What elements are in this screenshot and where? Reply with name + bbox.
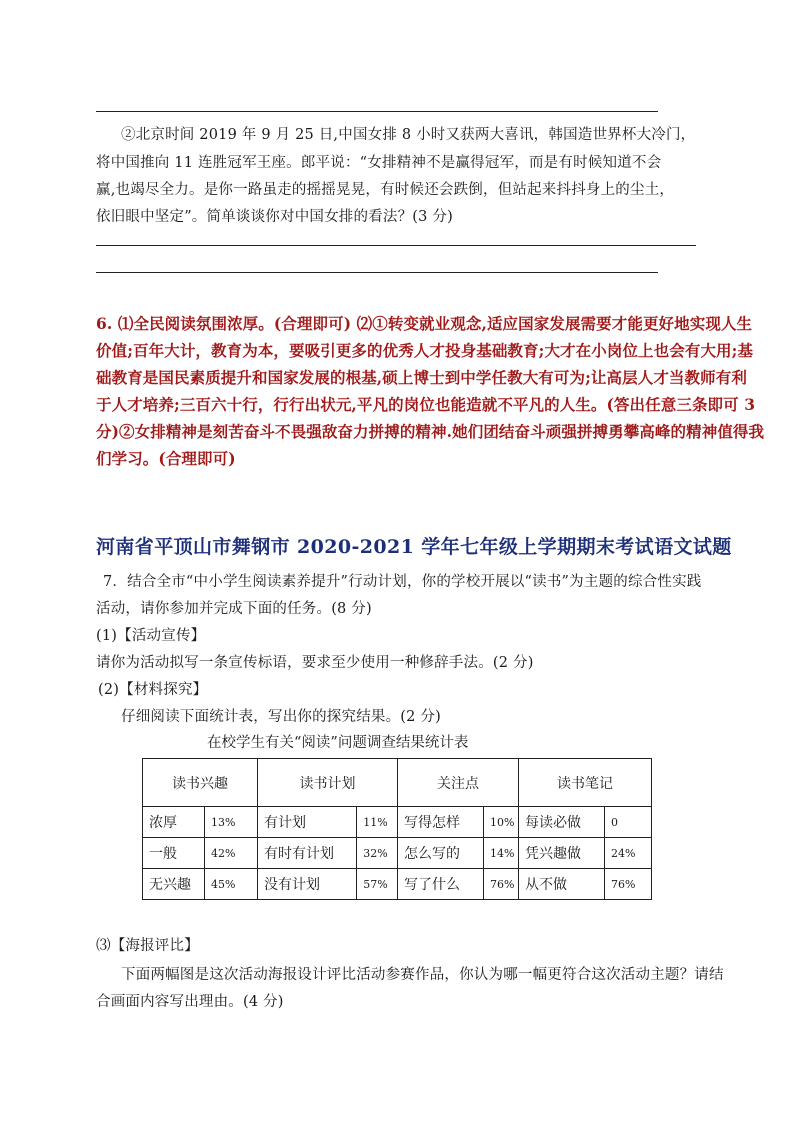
table-cell: 32% xyxy=(357,838,398,869)
q7-part3-line-2: 合画面内容写出理由。(4 分) xyxy=(96,994,284,1010)
table-row xyxy=(143,807,652,838)
table-cell: 没有计划 xyxy=(258,869,357,900)
table-cell: 13% xyxy=(205,807,258,838)
table-cell: 76% xyxy=(484,869,519,900)
q5-text-line-1: ②北京时间 2019 年 9 月 25 日,中国女排 8 小时又获两大喜讯，韩国造世界杯大冷门， xyxy=(121,127,696,143)
q5-text-line-2: 将中国推向 11 连胜冠军王座。郎平说：“女排精神不是赢得冠军，而是有时候知道不会 xyxy=(96,155,662,171)
answer-6-line: 于人才培养;三百六十行，行行出状元,平凡的岗位也能造就不平凡的人生。(答出任意三条即可 3 xyxy=(96,395,756,414)
q7-part3-line-1: 下面两幅图是这次活动海报设计评比活动参赛作品，你认为哪一幅更符合这次活动主题？请结 xyxy=(121,967,724,983)
table-cell: 有时有计划 xyxy=(258,838,357,869)
table-caption: 在校学生有关“阅读”问题调查结果统计表 xyxy=(207,735,469,751)
section-title: 河南省平顶山市舞钢市 2020-2021 学年七年级上学期期末考试语文试题 xyxy=(96,536,732,558)
table-cell: 写了什么 xyxy=(398,869,484,900)
table-cell: 从不做 xyxy=(519,869,605,900)
q7-intro-line-1: 7．结合全市“中小学生阅读素养提升”行动计划，你的学校开展以“读书”为主题的综合性实践 xyxy=(103,574,702,590)
table-header-cell: 关注点 xyxy=(398,759,519,807)
q7-part1-label: (1)【活动宣传】 xyxy=(96,628,206,644)
answer-6-line: 分)②女排精神是刻苦奋斗不畏强敌奋力拼搏的精神.她们团结奋斗顽强拼搏勇攀高峰的精神值得我 xyxy=(96,422,765,441)
q7-intro-line-2: 活动，请你参加并完成下面的任务。(8 分) xyxy=(96,601,372,617)
table-cell: 0 xyxy=(605,807,652,838)
table-cell: 浓厚 xyxy=(143,807,205,838)
table-cell: 10% xyxy=(484,807,519,838)
table-row xyxy=(143,838,652,869)
table-cell: 无兴趣 xyxy=(143,869,205,900)
table-header-cell: 读书兴趣 xyxy=(143,759,258,807)
q7-part2-label: (2)【材料探究】 xyxy=(98,682,208,698)
q5-text-line-4: 依旧眼中坚定”。简单谈谈你对中国女排的看法？(3 分) xyxy=(96,209,453,225)
answer-blank-line xyxy=(96,245,696,246)
table-header-cell: 读书计划 xyxy=(258,759,398,807)
table-header-row xyxy=(143,759,652,807)
answer-6-line: 们学习。(合理即可) xyxy=(96,449,236,468)
table-cell: 有计划 xyxy=(258,807,357,838)
table-cell: 怎么写的 xyxy=(398,838,484,869)
table-cell: 42% xyxy=(205,838,258,869)
table-cell: 76% xyxy=(605,869,652,900)
table-row xyxy=(143,869,652,900)
table-cell: 一般 xyxy=(143,838,205,869)
answer-6-line: 6. ⑴全民阅读氛围浓厚。(合理即可) ⑵①转变就业观念,适应国家发展需要才能更好地实现人生 xyxy=(96,314,753,333)
answer-6-block xyxy=(96,310,765,472)
answer-blank-line xyxy=(96,272,658,273)
table-cell: 写得怎样 xyxy=(398,807,484,838)
q7-part3-label: ⑶【海报评比】 xyxy=(96,938,199,954)
answer-6-line: 础教育是国民素质提升和国家发展的根基,硕上博士到中学任教大有可为;让高层人才当教师有利 xyxy=(96,368,747,387)
table-cell: 14% xyxy=(484,838,519,869)
q5-text-line-3: 赢,也竭尽全力。是你一路虽走的摇摇晃晃，有时候还会跌倒，但站起来抖抖身上的尘土， xyxy=(96,182,675,198)
table-cell: 45% xyxy=(205,869,258,900)
table-cell: 凭兴趣做 xyxy=(519,838,605,869)
table-cell: 每读必做 xyxy=(519,807,605,838)
answer-6-line: 价值;百年大计，教育为本，要吸引更多的优秀人才投身基础教育;大才在小岗位上也会有大用;基 xyxy=(96,341,754,360)
table-header-cell: 读书笔记 xyxy=(519,759,652,807)
table-cell: 24% xyxy=(605,838,652,869)
table-cell: 11% xyxy=(357,807,398,838)
q7-part1-text: 请你为活动拟写一条宣传标语，要求至少使用一种修辞手法。(2 分) xyxy=(96,655,534,671)
survey-table xyxy=(142,758,652,900)
q7-part2-text: 仔细阅读下面统计表，写出你的探究结果。(2 分) xyxy=(121,709,441,725)
answer-blank-line xyxy=(96,111,658,112)
table-cell: 57% xyxy=(357,869,398,900)
